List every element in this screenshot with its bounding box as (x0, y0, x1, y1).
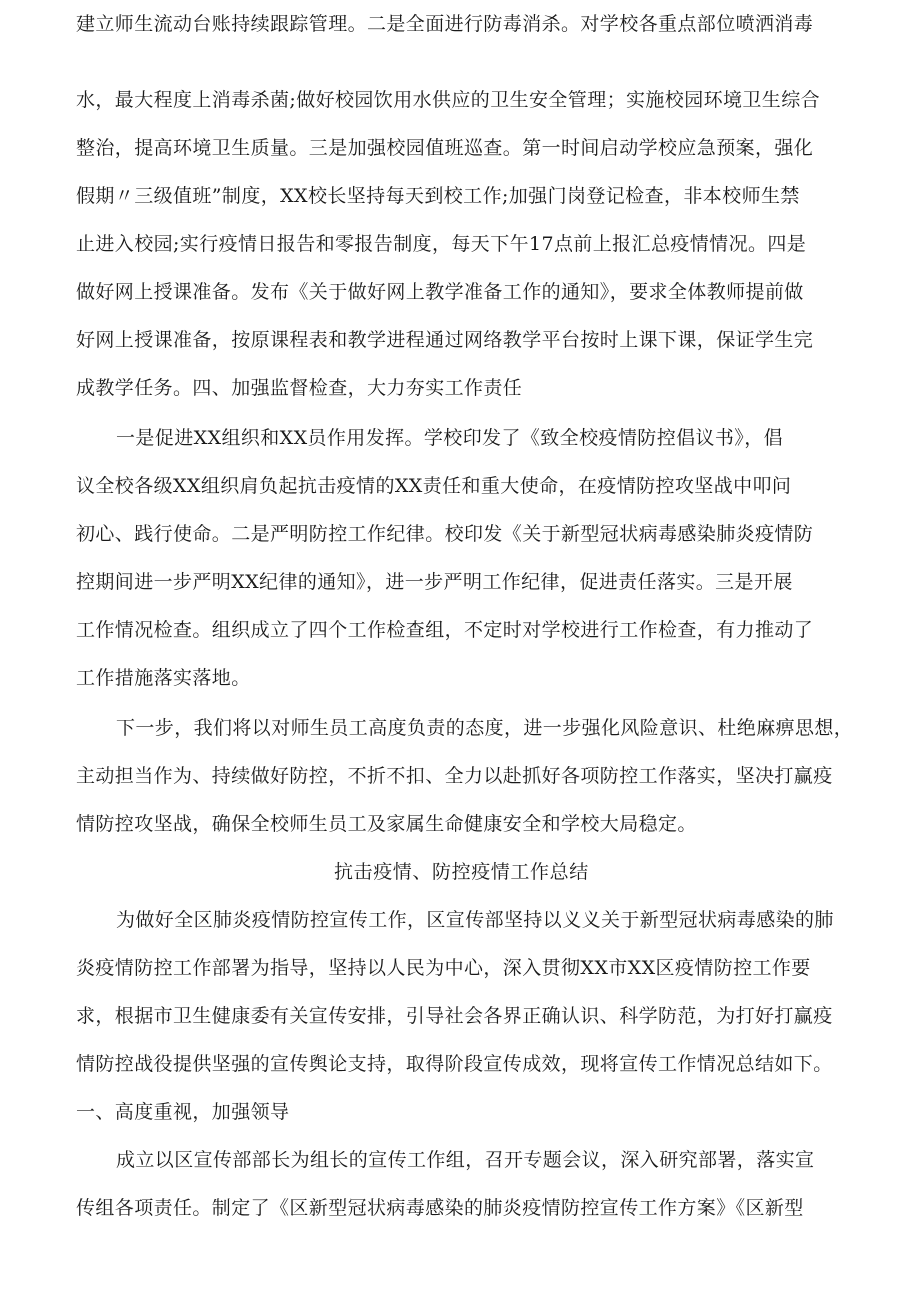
body-line: 情防控战役提供坚强的宣传舆论支持，取得阶段宣传成效，现将宣传工作情况总结如下。 (76, 1053, 833, 1075)
body-line: 水，最大程度上消毒杀菌;做好校园饮用水供应的卫生安全管理；实施校园环境卫生综合 (76, 89, 821, 111)
body-line: 工作措施落实落地。 (76, 667, 251, 689)
body-line: 假期〃三级值班”制度，XX校长坚持每天到校工作;加强门岗登记检查，非本校师生禁 (76, 185, 800, 207)
body-line: 整治，提高环境卫生质量。三是加强校园值班巡查。第一时间启动学校应急预案，强化 (76, 137, 814, 159)
section-title: 抗击疫情、防控疫情工作总结 (334, 861, 589, 883)
body-line: 做好网上授课准备。发布《关于做好网上教学准备工作的通知》，要求全体教师提前做 (76, 281, 804, 303)
body-line: 初心、践行使命。二是严明防控工作纪律。校印发《关于新型冠状病毒感染肺炎疫情防 (76, 523, 814, 545)
body-line: 议全校各级XX组织肩负起抗击疫情的XX责任和重大使命，在疫情防控攻坚战中叩问 (76, 475, 792, 497)
body-line: 传组各项责任。制定了《区新型冠状病毒感染的肺炎疫情防控宣传工作方案》《区新型 (76, 1197, 804, 1219)
paragraph-first-line: 下一步，我们将以对师生员工高度负责的态度，进一步强化风险意识、杜绝麻痹思想， (116, 717, 854, 739)
paragraph-first-line: 为做好全区肺炎疫情防控宣传工作，区宣传部坚持以义义关于新型冠状病毒感染的肺 (116, 909, 834, 931)
body-line: 建立师生流动台账持续跟踪管理。二是全面进行防毒消杀。对学校各重点部位喷洒消毒 (76, 13, 814, 35)
body-line: 情防控攻坚战，确保全校师生员工及家属生命健康安全和学校大局稳定。 (76, 813, 697, 835)
body-line: 成教学任务。四、加强监督检查，大力夯实工作责任 (76, 377, 523, 399)
body-line: 主动担当作为、持续做好防控，不折不扣、全力以赴抓好各项防控工作落实，坚决打赢疫 (76, 765, 833, 787)
body-line: 工作情况检查。组织成立了四个工作检查组，不定时对学校进行工作检查，有力推动了 (76, 619, 814, 641)
section-heading: 一、高度重视，加强领导 (76, 1101, 290, 1123)
body-line: 求，根据市卫生健康委有关宣传安排，引导社会各界正确认识、科学防范，为打好打赢疫 (76, 1005, 833, 1027)
body-line: 控期间进一步严明XX纪律的通知》，进一步严明工作纪律，促进责任落实。三是开展 (76, 571, 793, 593)
paragraph-first-line: 一是促进XX组织和XX员作用发挥。学校印发了《致全校疫情防控倡议书》，倡 (116, 427, 784, 449)
body-line: 好网上授课准备，按原课程表和教学进程通过网络教学平台按时上课下课，保证学生完 (76, 329, 814, 351)
paragraph-first-line: 成立以区宣传部部长为组长的宣传工作组，召开专题会议，深入研究部署，落实宣 (116, 1149, 815, 1171)
body-line: 炎疫情防控工作部署为指导，坚持以人民为中心，深入贯彻XX市XX区疫情防控工作要 (76, 957, 811, 979)
body-line: 止进入校园;实行疫情日报告和零报告制度，每天下午17点前上报汇总疫情情况。四是 (76, 233, 807, 255)
